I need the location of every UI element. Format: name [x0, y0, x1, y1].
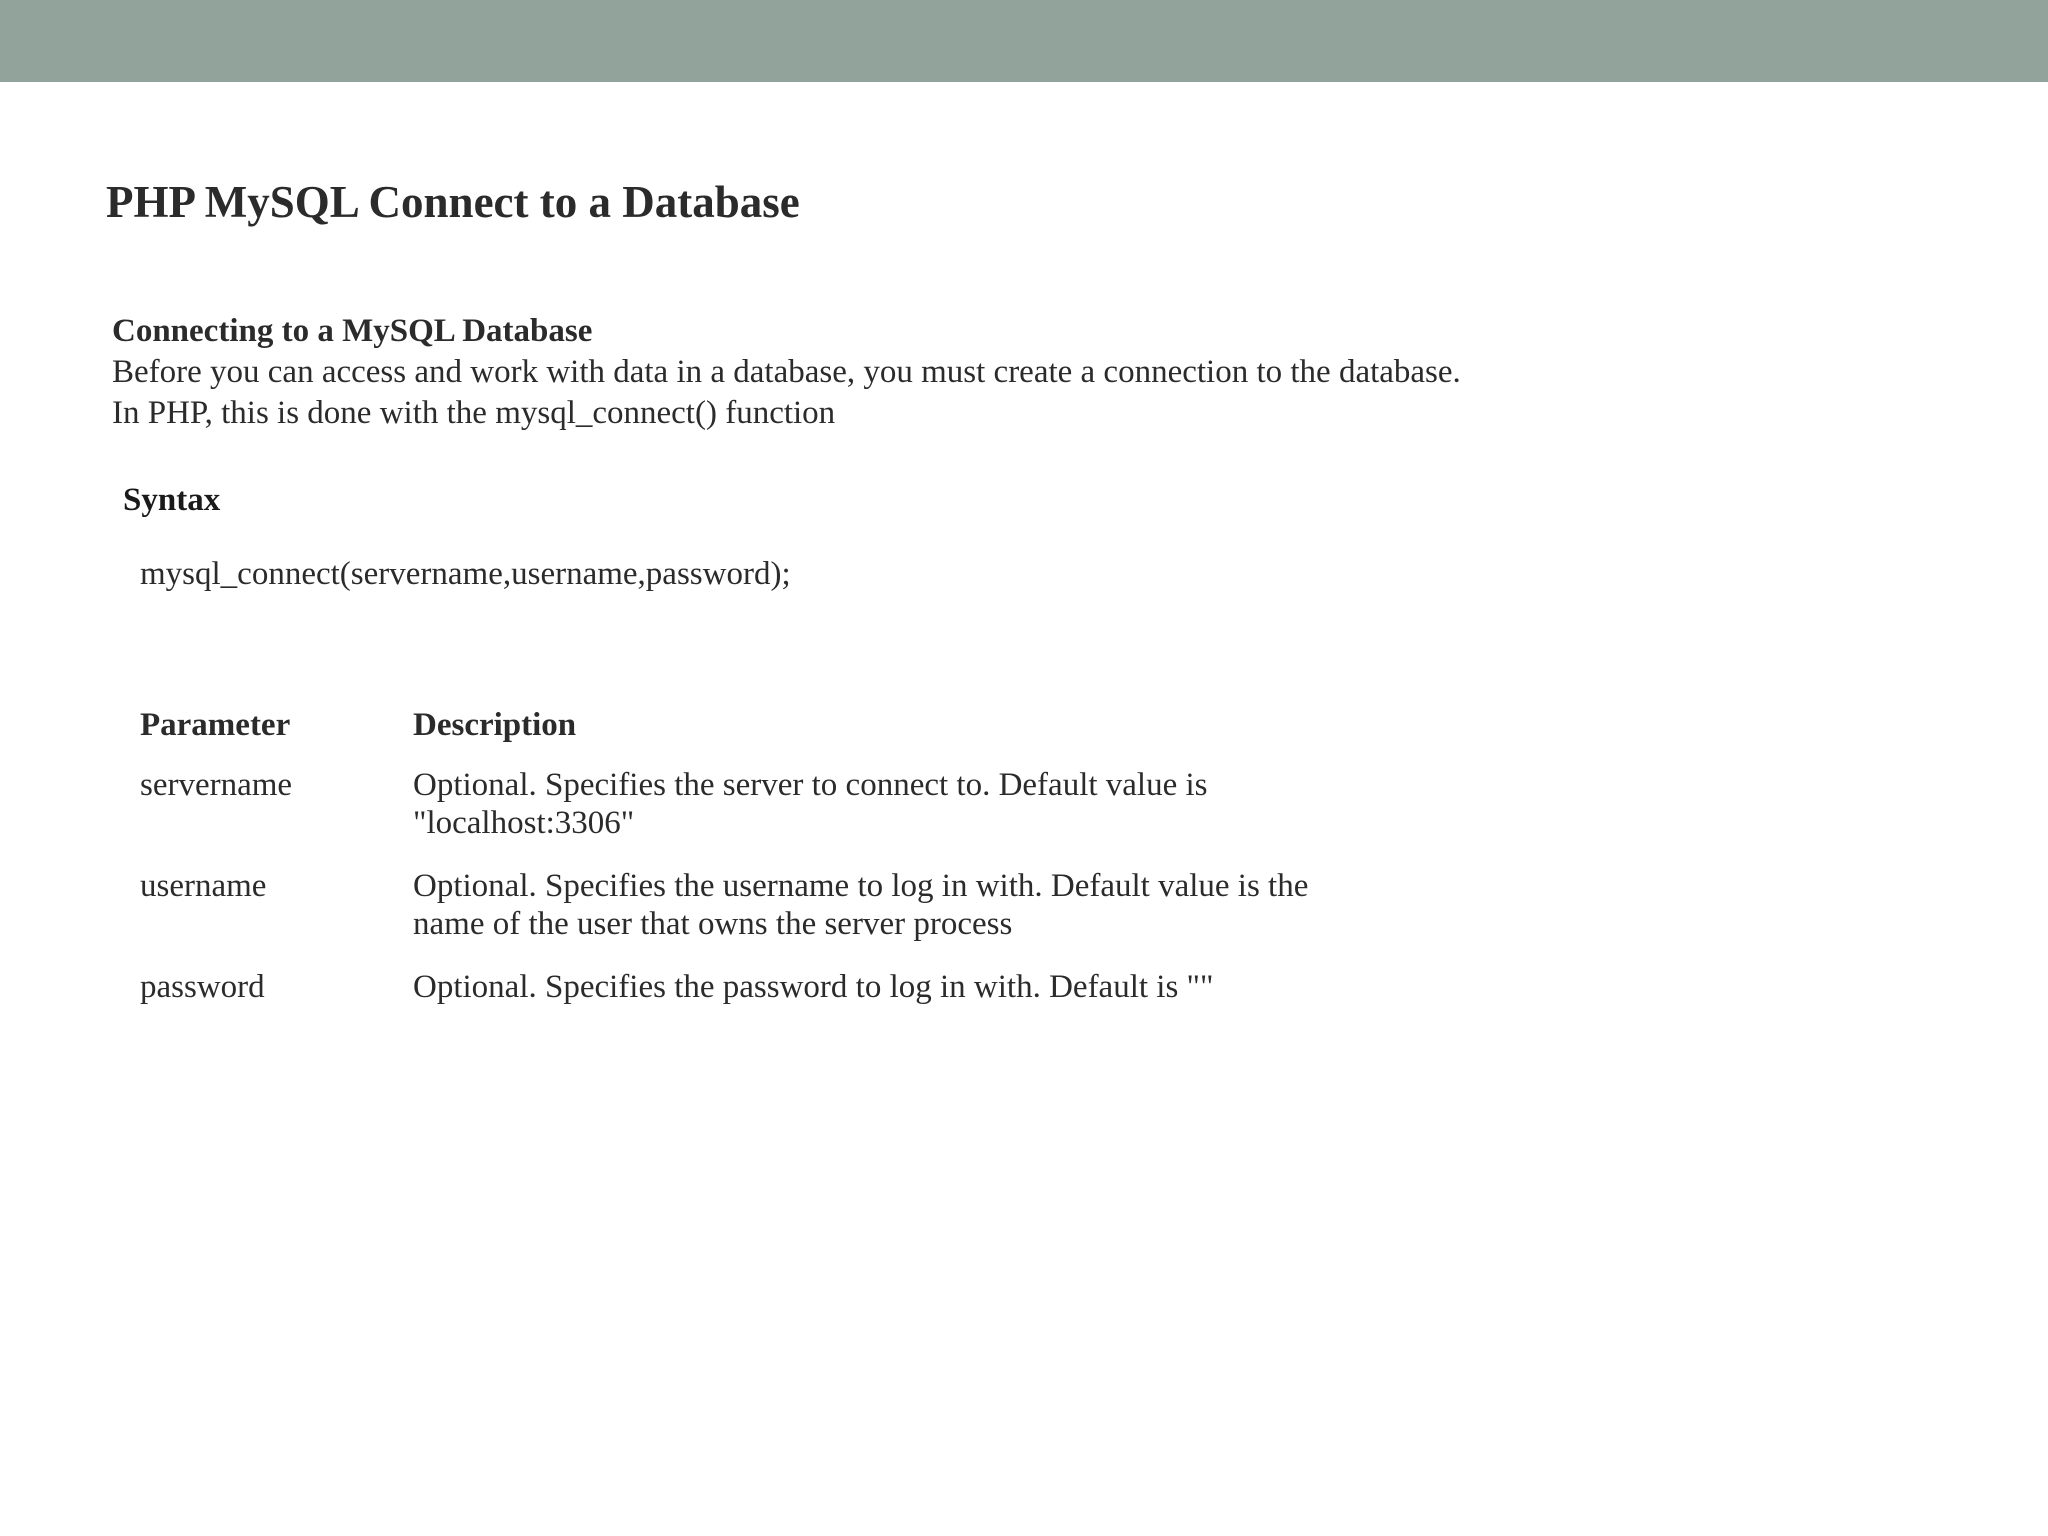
header-band: [0, 0, 2048, 82]
table-row: [140, 968, 1373, 1031]
description-line: Optional. Specifies the server to connect to. Default value is: [413, 767, 1208, 803]
table-row: [140, 766, 1373, 867]
description-line: name of the user that owns the server process: [413, 906, 1013, 942]
slide-title: PHP MySQL Connect to a Database: [106, 177, 800, 227]
param-description: [413, 766, 1373, 867]
description-line: Optional. Specifies the username to log in with. Default value is the: [413, 868, 1309, 904]
intro-line-2: In PHP, this is done with the mysql_connect() function: [112, 395, 836, 431]
param-description: [413, 867, 1373, 968]
param-name: servername: [140, 767, 293, 803]
column-header-description: Description: [413, 707, 577, 743]
intro-heading: Connecting to a MySQL Database: [112, 313, 593, 349]
param-name: password: [140, 969, 265, 1005]
table-row: [140, 867, 1373, 968]
description-line: Optional. Specifies the password to log in with. Default is "": [413, 969, 1214, 1005]
param-name: username: [140, 868, 267, 904]
parameter-table: [140, 706, 1373, 1031]
intro-line-1: Before you can access and work with data in a database, you must create a connection to the database.: [112, 354, 1461, 390]
table-header-row: [140, 706, 1373, 766]
intro-section: [112, 311, 1461, 434]
column-header-parameter: Parameter: [140, 707, 291, 743]
syntax-code: mysql_connect(servername,username,password);: [140, 556, 791, 592]
param-description: [413, 968, 1373, 1031]
syntax-heading: Syntax: [123, 482, 221, 518]
description-line: "localhost:3306": [413, 805, 635, 841]
